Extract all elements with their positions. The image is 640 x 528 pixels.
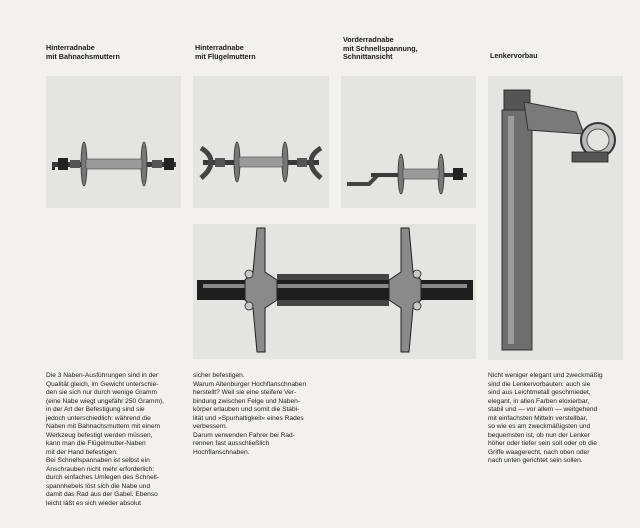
bearing-ball (413, 270, 421, 278)
body-text-column-2: sicher befestigen. Warum Altenburger Hochflanschnaben herstellt? Weil sie eine steifere Ver- bindung zwischen Felge und Naben- körper erlauben und somit die Stabi- lität und »Spurhaltigkeit« eines Rades verbessern. Darum verwenden Fahrer bei Rad- rennen fast ausschließlich Hochflanschnaben. (193, 372, 307, 456)
hub-shell-bottom (277, 300, 389, 306)
hub-axle-nuts-illustration (46, 76, 181, 208)
hub-quick-release-illustration (341, 76, 476, 208)
photo-hub-cross-section (193, 224, 476, 359)
axle-bore (203, 284, 467, 288)
photo-front-hub-quick-release (341, 76, 476, 208)
heading-handlebar-stem: Lenkervorbau (490, 51, 538, 60)
heading-rear-hub-wing-nuts: Hinterradnabe mit Flügelmuttern (195, 43, 256, 61)
stem-quill (502, 110, 532, 350)
flange-section-right (389, 228, 421, 352)
heading-front-hub-quick-release: Vorderradnabe mit Schnellspannung, Schnittansicht (343, 35, 418, 62)
clamp-bolt (572, 152, 608, 162)
bearing-ball (245, 270, 253, 278)
photo-rear-hub-wing-nuts (193, 76, 329, 208)
body-text-column-3: Nicht weniger elegant und zweckmäßig sind die Lenkervorbauten: auch sie sind aus Leichtmetall geschmiedet, elegant, in allen Farben eloxierbar, stabil und — vor allem — weitgehend mit einfachsten Mitteln verstellbar, so wie es am zweckmäßigsten und bequemsten ist, ob nun der Lenker höher oder tiefer sein soll oder ob die Griffe waagerecht, nach oben oder nach unten gerichtet sein sollen. (488, 372, 603, 464)
cone-right (152, 160, 162, 168)
stem-extension (524, 102, 584, 134)
hub-body (239, 157, 283, 167)
clamp-bore (587, 129, 609, 151)
quill-highlight (508, 116, 514, 344)
cone-right (297, 158, 307, 167)
flange-section-left (245, 228, 277, 352)
cone-left (70, 160, 80, 168)
photo-handlebar-stem (488, 76, 623, 360)
hub-cross-section-illustration (193, 224, 476, 359)
skewer-nut (453, 168, 463, 180)
hub-body (86, 159, 142, 169)
hub-wing-nuts-illustration (193, 76, 329, 208)
bearing-ball (245, 302, 253, 310)
photo-rear-hub-axle-nuts (46, 76, 181, 208)
body-text-column-1: Die 3 Naben-Ausführungen sind in der Qualität gleich, im Gewicht unterschie- den sie sich nur durch wenige Gramm (eine Nabe wiegt ungefähr 250 Gramm), in der Art der Befestigung sind sie jedoch unterschiedlich: während die Naben mit Bahnachsmuttern mit einem Werkzeug befestigt werden müssen, kann man die Flügelmutter-Naben mit der Hand befestigen. Bei Schnellspannaben ist selbst ein Anschrauben nicht mehr erforderlich: durch einfaches Umlegen des Schnell- spannhebels löst sich die Nabe und damit das Rad aus der Gabel. Ebenso leicht läßt es sich wieder absolut (46, 372, 165, 507)
hub-shell-top (277, 274, 389, 280)
handlebar-stem-illustration (488, 76, 623, 360)
heading-rear-hub-axle-nuts: Hinterradnabe mit Bahnachsmuttern (46, 43, 120, 61)
axle-nut-right (164, 158, 174, 170)
cone-left (215, 158, 225, 167)
axle-nut-left (58, 158, 68, 170)
quick-release-lever (347, 176, 377, 184)
bearing-ball (413, 302, 421, 310)
axle-section (197, 280, 473, 300)
hub-body (403, 169, 439, 179)
